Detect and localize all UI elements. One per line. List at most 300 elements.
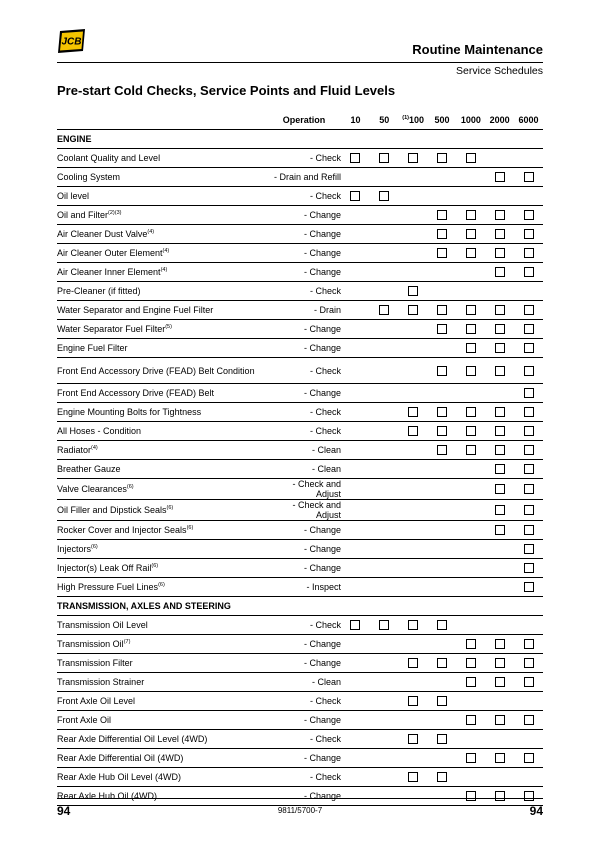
operation-cell: - Clean [267,673,341,692]
checkbox-icon [495,343,505,353]
interval-cell [341,460,370,479]
checkbox-icon [437,248,447,258]
interval-cell [456,460,485,479]
jcb-logo [57,29,87,53]
interval-cell [428,635,457,654]
table-row [57,206,543,225]
interval-cell [399,460,428,479]
table-row [57,559,543,578]
interval-cell [399,422,428,441]
interval-label: 6000 [518,115,539,125]
checkbox-icon [466,791,476,801]
interval-cell [428,168,457,187]
interval-cell [341,654,370,673]
checkbox-icon [408,658,418,668]
interval-cell [485,320,514,339]
interval-cell [341,320,370,339]
interval-cell [485,149,514,168]
interval-cell [370,441,399,460]
table-row [57,422,543,441]
footnote-ref: (6) [126,484,134,490]
interval-cell [456,422,485,441]
checkbox-icon [437,229,447,239]
operation-cell: - Check [267,358,341,384]
interval-cell [485,263,514,282]
interval-cell [428,730,457,749]
checkbox-icon [524,715,534,725]
table-row [57,384,543,403]
interval-cell [341,384,370,403]
interval-cell [514,730,543,749]
checkbox-icon [408,426,418,436]
operation-cell: - Check [267,692,341,711]
item-cell [57,559,267,578]
interval-cell [428,403,457,422]
interval-cell [485,244,514,263]
table-row [57,616,543,635]
operation-cell: - Inspect [267,578,341,597]
footnote-ref: (4) [162,248,170,254]
interval-cell [485,168,514,187]
interval-cell [399,635,428,654]
interval-label: 500 [434,115,450,125]
interval-cell [428,559,457,578]
interval-cell [456,301,485,320]
item-cell [57,768,267,787]
checkbox-icon [524,791,534,801]
item-name: Transmission Oil [57,639,124,649]
interval-cell [514,692,543,711]
interval-cell [341,768,370,787]
section-header-row [57,130,543,149]
checkbox-icon [495,484,505,494]
item-name: Oil and Filter [57,210,109,220]
interval-cell [341,149,370,168]
item-name: Transmission Filter [57,658,133,668]
table-row [57,225,543,244]
checkbox-icon [466,229,476,239]
interval-cell [485,206,514,225]
operation-cell: - Check [267,403,341,422]
interval-cell [341,187,370,206]
table-row [57,263,543,282]
interval-cell [485,654,514,673]
interval-cell [485,711,514,730]
operation-cell: - Change [267,654,341,673]
table-row [57,168,543,187]
interval-cell [485,479,514,500]
interval-cell [370,358,399,384]
interval-cell [514,403,543,422]
table-row [57,301,543,320]
checkbox-icon [466,366,476,376]
operation-cell: - Drain [267,301,341,320]
interval-cell [514,711,543,730]
checkbox-icon [524,505,534,515]
interval-cell [399,540,428,559]
checkbox-icon [437,324,447,334]
checkbox-icon [524,464,534,474]
interval-cell [514,225,543,244]
checkbox-icon [466,153,476,163]
item-cell [57,673,267,692]
interval-cell [399,282,428,301]
checkbox-icon [437,426,447,436]
interval-cell [370,225,399,244]
interval-cell [341,521,370,540]
operation-cell: - Clean [267,460,341,479]
interval-cell [456,358,485,384]
operation-cell: - Change [267,635,341,654]
table-row [57,460,543,479]
interval-cell [485,282,514,301]
item-name: Air Cleaner Inner Element [57,267,161,277]
interval-cell [428,479,457,500]
item-cell [57,635,267,654]
interval-cell [399,787,428,806]
item-name: Coolant Quality and Level [57,153,161,163]
interval-cell [514,339,543,358]
header-subtitle: Service Schedules [456,65,543,77]
checkbox-icon [495,229,505,239]
item-name: Front End Accessory Drive (FEAD) Belt [57,388,215,398]
checkbox-icon [379,153,389,163]
interval-cell [485,749,514,768]
interval-cell [456,479,485,500]
checkbox-icon [495,639,505,649]
maintenance-schedule-table [57,111,543,806]
interval-cell [485,768,514,787]
footnote-ref: (6) [158,582,165,588]
interval-cell [514,301,543,320]
section-header-row [57,597,543,616]
checkbox-icon [466,210,476,220]
interval-cell [341,244,370,263]
checkbox-icon [495,677,505,687]
interval-cell [399,301,428,320]
interval-cell [399,578,428,597]
interval-cell [514,168,543,187]
checkbox-icon [495,715,505,725]
checkbox-icon [495,324,505,334]
interval-cell [399,500,428,521]
interval-cell [514,521,543,540]
interval-cell [370,460,399,479]
interval-cell [485,384,514,403]
checkbox-icon [408,734,418,744]
interval-cell [456,749,485,768]
item-cell [57,521,267,540]
operation-cell: - Check [267,768,341,787]
checkbox-icon [408,153,418,163]
item-name: Engine Mounting Bolts for Tightness [57,407,202,417]
interval-cell [370,578,399,597]
operation-cell: - Check [267,282,341,301]
operation-cell: - Change [267,225,341,244]
interval-cell [341,635,370,654]
interval-cell [399,358,428,384]
interval-cell [341,787,370,806]
interval-cell [456,320,485,339]
table-row [57,768,543,787]
checkbox-icon [466,639,476,649]
item-name: Valve Clearances [57,484,127,494]
interval-cell [370,768,399,787]
item-name: Pre-Cleaner (if fitted) [57,286,141,296]
interval-cell [341,479,370,500]
checkbox-icon [408,407,418,417]
table-row [57,673,543,692]
table-row [57,730,543,749]
interval-cell [428,187,457,206]
interval-cell [341,559,370,578]
operation-cell: - Change [267,711,341,730]
interval-cell [341,749,370,768]
item-cell [57,187,267,206]
checkbox-icon [524,677,534,687]
interval-cell [514,787,543,806]
interval-cell [370,479,399,500]
item-cell [57,168,267,187]
interval-cell [514,500,543,521]
interval-label: 10 [350,115,361,125]
section-title: TRANSMISSION, AXLES AND STEERING [57,597,543,616]
interval-cell [399,149,428,168]
operation-cell: - Check [267,149,341,168]
column-header-interval [370,111,399,130]
interval-cell [370,673,399,692]
interval-cell [370,301,399,320]
item-cell [57,578,267,597]
interval-cell [341,422,370,441]
interval-cell [399,730,428,749]
checkbox-icon [495,366,505,376]
interval-cell [428,768,457,787]
item-cell [57,479,267,500]
interval-cell [399,384,428,403]
interval-cell [514,559,543,578]
interval-cell [399,673,428,692]
interval-cell [399,692,428,711]
interval-cell [456,578,485,597]
interval-cell [428,521,457,540]
interval-cell [456,244,485,263]
footnote-ref: (6) [91,544,98,550]
interval-cell [399,616,428,635]
interval-cell [456,654,485,673]
checkbox-icon [437,696,447,706]
interval-cell [514,282,543,301]
interval-cell [370,384,399,403]
item-name: Breather Gauze [57,464,121,474]
checkbox-icon [495,305,505,315]
operation-cell: - Check [267,422,341,441]
checkbox-icon [379,191,389,201]
interval-cell [514,441,543,460]
checkbox-icon [466,343,476,353]
item-name: Rear Axle Hub Oil Level (4WD) [57,772,182,782]
checkbox-icon [524,484,534,494]
interval-cell [370,403,399,422]
table-row [57,244,543,263]
interval-cell [428,540,457,559]
item-cell [57,500,267,521]
interval-cell [341,616,370,635]
interval-cell [399,244,428,263]
interval-cell [341,500,370,521]
item-cell [57,422,267,441]
interval-cell [370,692,399,711]
checkbox-icon [495,267,505,277]
checkbox-icon [524,248,534,258]
table-row [57,320,543,339]
interval-cell [399,225,428,244]
footer-divider [57,798,543,799]
checkbox-icon [408,286,418,296]
footnote-ref: (5) [165,324,172,330]
interval-cell [485,358,514,384]
checkbox-icon [524,582,534,592]
footnote-ref: (6) [151,563,159,569]
interval-cell [428,263,457,282]
checkbox-icon [466,248,476,258]
item-name: Transmission Strainer [57,677,145,687]
item-cell [57,540,267,559]
interval-cell [456,711,485,730]
checkbox-icon [437,366,447,376]
interval-cell [341,692,370,711]
interval-cell [514,263,543,282]
interval-cell [514,460,543,479]
interval-cell [370,244,399,263]
item-name: Transmission Oil Level [57,620,148,630]
interval-cell [485,422,514,441]
interval-cell [456,384,485,403]
item-cell [57,460,267,479]
interval-cell [456,730,485,749]
interval-cell [456,206,485,225]
interval-cell [456,403,485,422]
item-name: Air Cleaner Outer Element [57,248,163,258]
operation-cell: - Check [267,730,341,749]
interval-cell [399,521,428,540]
item-name: Water Separator and Engine Fuel Filter [57,305,214,315]
interval-cell [485,616,514,635]
table-row [57,692,543,711]
interval-cell [341,301,370,320]
interval-cell [341,168,370,187]
item-cell [57,787,267,806]
interval-cell [485,441,514,460]
interval-cell [370,635,399,654]
item-name: Front Axle Oil Level [57,696,136,706]
interval-cell [485,187,514,206]
table-row [57,149,543,168]
interval-cell [428,422,457,441]
interval-cell [456,521,485,540]
checkbox-icon [524,229,534,239]
checkbox-icon [466,407,476,417]
checkbox-icon [437,305,447,315]
interval-cell [456,540,485,559]
checkbox-icon [437,210,447,220]
interval-cell [456,149,485,168]
interval-cell [428,711,457,730]
footnote-ref: (1) [402,115,409,121]
interval-cell [485,301,514,320]
checkbox-icon [524,753,534,763]
interval-cell [370,559,399,578]
interval-cell [370,339,399,358]
interval-cell [428,282,457,301]
interval-cell [428,578,457,597]
checkbox-icon [495,445,505,455]
checkbox-icon [495,407,505,417]
interval-cell [485,673,514,692]
interval-cell [428,460,457,479]
interval-cell [428,673,457,692]
operation-cell: - Change [267,540,341,559]
item-cell [57,616,267,635]
footnote-ref: (6) [186,525,194,531]
checkbox-icon [379,620,389,630]
item-cell [57,711,267,730]
checkbox-icon [524,639,534,649]
interval-cell [341,263,370,282]
interval-cell [428,320,457,339]
checkbox-icon [466,715,476,725]
table-row [57,500,543,521]
table-row [57,654,543,673]
item-name: Air Cleaner Dust Valve [57,229,148,239]
interval-cell [370,187,399,206]
interval-cell [370,521,399,540]
item-cell [57,149,267,168]
operation-cell: - Check and Adjust [267,500,341,521]
interval-cell [514,749,543,768]
interval-cell [399,168,428,187]
interval-cell [341,358,370,384]
table-row [57,441,543,460]
interval-cell [514,654,543,673]
checkbox-icon [524,544,534,554]
item-name: Front Axle Oil [57,715,112,725]
interval-cell [399,206,428,225]
checkbox-icon [495,426,505,436]
checkbox-icon [524,366,534,376]
operation-cell: - Drain and Refill [267,168,341,187]
interval-cell [428,749,457,768]
operation-cell: - Change [267,384,341,403]
checkbox-icon [524,388,534,398]
column-header-interval [341,111,370,130]
item-cell [57,339,267,358]
footnote-ref: (7) [123,639,131,645]
checkbox-icon [437,407,447,417]
interval-cell [341,441,370,460]
interval-cell [485,730,514,749]
operation-cell: - Check and Adjust [267,479,341,500]
checkbox-icon [408,620,418,630]
item-name: Engine Fuel Filter [57,343,128,353]
interval-cell [399,654,428,673]
column-header-interval [514,111,543,130]
item-cell [57,403,267,422]
interval-cell [370,654,399,673]
column-header-interval [456,111,485,130]
item-cell [57,263,267,282]
checkbox-icon [495,791,505,801]
